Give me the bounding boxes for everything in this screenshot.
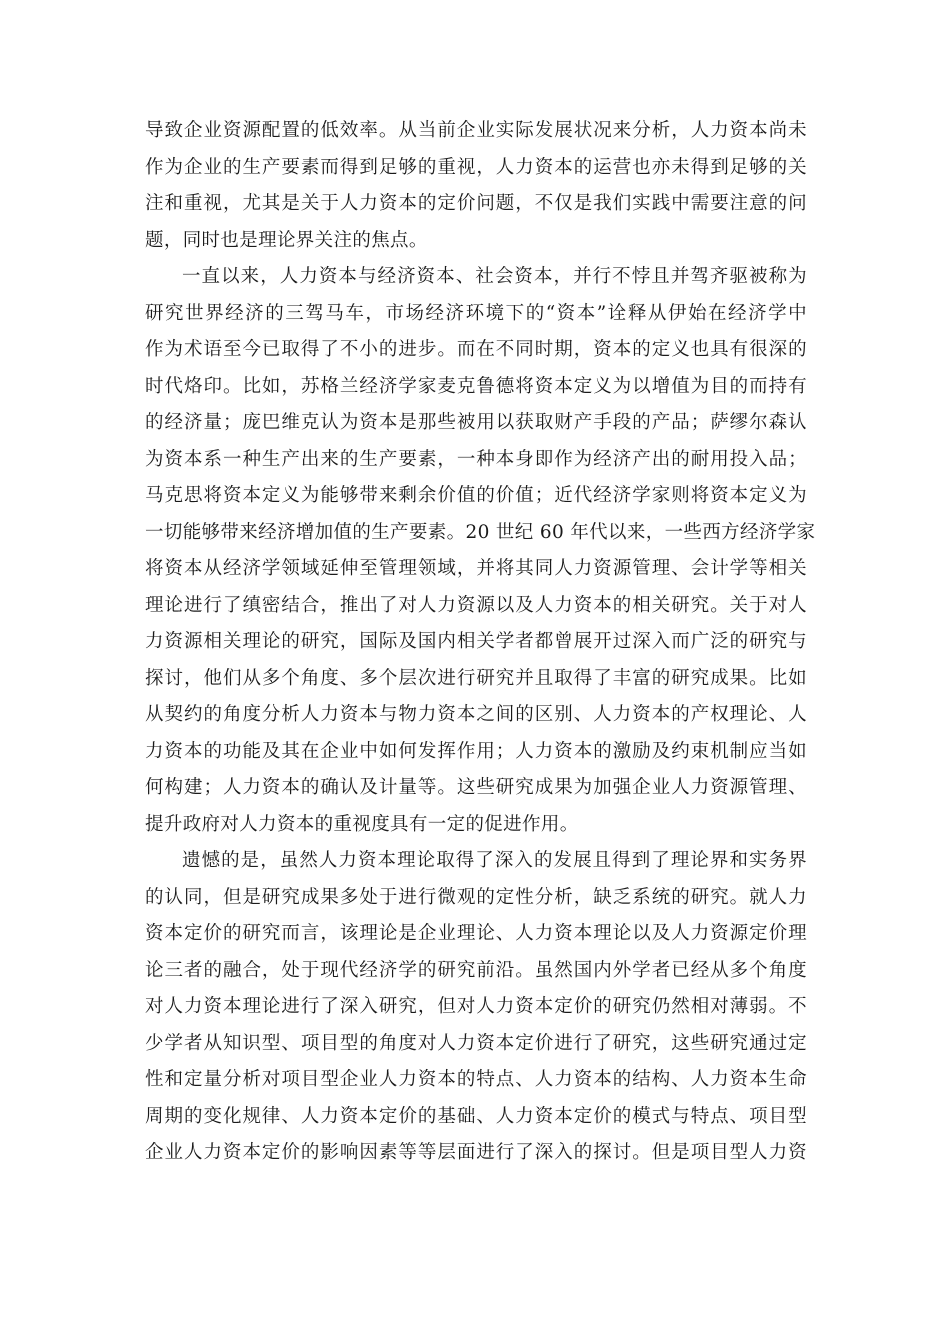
text-line: 的认同，但是研究成果多处于进行微观的定性分析，缺乏系统的研究。就人力 [145,886,807,908]
text-line: 资本定价的研究而言，该理论是企业理论、人力资本理论以及人力资源定价理 [145,923,807,944]
text-line: 力资本的功能及其在企业中如何发挥作用；人力资本的激励及约束机制应当如 [145,740,807,762]
paragraph-2 [145,259,816,843]
text-line: 的经济量；庞巴维克认为资本是那些被用以获取财产手段的产品；萨缪尔森认 [145,412,807,433]
text-line: 力资源相关理论的研究，国际及国内相关学者都曾展开过深入而广泛的研究与 [145,631,807,652]
text-line: 研究世界经济的三驾马车，市场经济环境下的“资本”诠释从伊始在经济学中 [145,302,807,324]
paragraph-1 [145,113,807,259]
text-line: 性和定量分析对项目型企业人力资本的特点、人力资本的结构、人力资本生命 [145,1069,807,1090]
text-line: 论三者的融合，处于现代经济学的研究前沿。虽然国内外学者已经从多个角度 [145,959,807,981]
text-line: 一切能够带来经济增加值的生产要素。20 世纪 60 年代以来，一些西方经济学家 [145,521,816,543]
document-body [145,113,816,1172]
text-line: 作为术语至今已取得了不小的进步。而在不同时期，资本的定义也具有很深的 [145,339,807,360]
text-line: 从契约的角度分析人力资本与物力资本之间的区别、人力资本的产权理论、人 [145,704,807,725]
text-line: 提升政府对人力资本的重视度具有一定的促进作用。 [145,813,579,835]
text-line: 对人力资本理论进行了深入研究，但对人力资本定价的研究仍然相对薄弱。不 [145,996,807,1017]
text-line: 作为企业的生产要素而得到足够的重视，人力资本的运营也亦未得到足够的关 [145,156,807,178]
text-line: 时代烙印。比如，苏格兰经济学家麦克鲁德将资本定义为以增值为目的而持有 [145,375,807,397]
text-line: 理论进行了缜密结合，推出了对人力资源以及人力资本的相关研究。关于对人 [145,594,807,616]
text-line: 遗憾的是，虽然人力资本理论取得了深入的发展且得到了理论界和实务界 [182,850,807,871]
text-line: 一直以来，人力资本与经济资本、社会资本，并行不悖且并驾齐驱被称为 [182,266,807,287]
text-line: 周期的变化规律、人力资本定价的基础、人力资本定价的模式与特点、项目型 [145,1105,807,1127]
text-line: 导致企业资源配置的低效率。从当前企业实际发展状况来分析，人力资本尚未 [145,120,807,141]
text-line: 注和重视，尤其是关于人力资本的定价问题，不仅是我们实践中需要注意的问 [145,193,807,214]
text-line: 何构建；人力资本的确认及计量等。这些研究成果为加强企业人力资源管理、 [145,777,807,798]
text-line: 为资本系一种生产出来的生产要素，一种本身即作为经济产出的耐用投入品； [145,448,807,470]
paragraph-3 [145,843,807,1172]
text-line: 将资本从经济学领域延伸至管理领域，并将其同人力资源管理、会计学等相关 [145,558,807,579]
text-line: 马克思将资本定义为能够带来剩余价值的价值；近代经济学家则将资本定义为 [145,485,807,506]
text-line: 少学者从知识型、项目型的角度对人力资本定价进行了研究，这些研究通过定 [145,1032,807,1054]
text-line: 探讨，他们从多个角度、多个层次进行研究并且取得了丰富的研究成果。比如 [145,667,807,689]
text-line: 企业人力资本定价的影响因素等等层面进行了深入的探讨。但是项目型人力资 [145,1142,807,1163]
text-line: 题，同时也是理论界关注的焦点。 [145,229,428,251]
